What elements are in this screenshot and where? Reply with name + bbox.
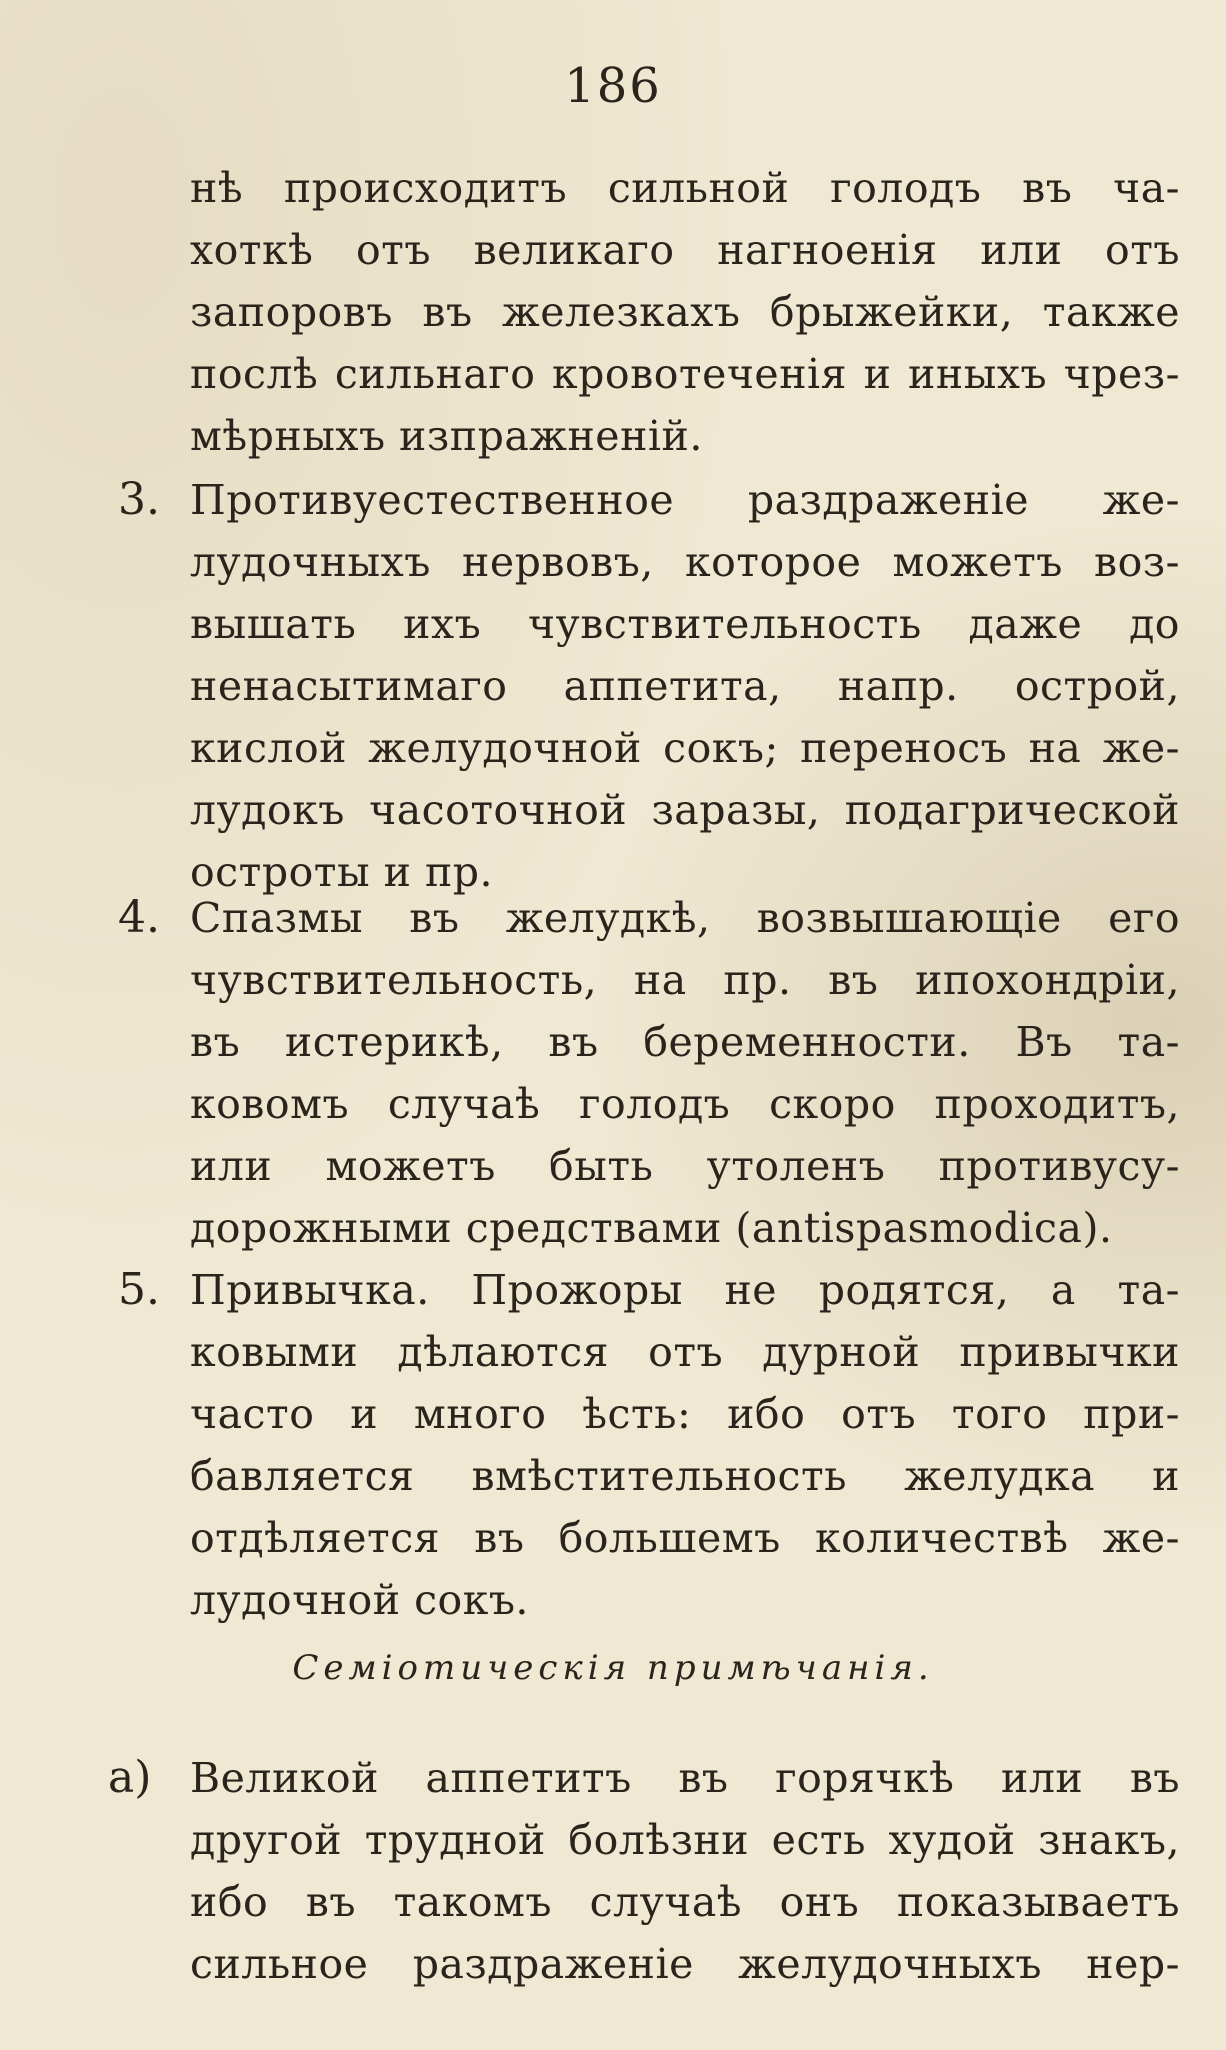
section-heading: Семіотическія примѣчанія. xyxy=(292,1648,934,1688)
text-line: ненасытимаго аппетита, напр. острой, xyxy=(190,662,1180,710)
list-marker: 3. xyxy=(118,474,160,525)
text-line: Привычка. Прожоры не родятся, а та- xyxy=(190,1266,1180,1314)
text-line: ибо въ такомъ случаѣ онъ показываетъ xyxy=(190,1878,1180,1926)
note-marker: a) xyxy=(108,1752,152,1803)
text-line: другой трудной болѣзни есть худой знакъ, xyxy=(190,1816,1180,1864)
text-line: Великой аппетитъ въ горячкѣ или въ xyxy=(190,1754,1180,1802)
text-line: отдѣляется въ большемъ количествѣ же- xyxy=(190,1514,1180,1562)
text-line: лудочной сокъ. xyxy=(190,1576,529,1624)
page-number: 186 xyxy=(564,58,662,114)
list-marker: 5. xyxy=(118,1264,160,1315)
text-line: Спазмы въ желудкѣ, возвышающіе его xyxy=(190,894,1180,942)
text-line: хоткѣ отъ великаго нагноенія или отъ xyxy=(190,226,1180,274)
text-line: лудочныхъ нервовъ, которое можетъ воз- xyxy=(190,538,1180,586)
text-line: ковыми дѣлаются отъ дурной привычки xyxy=(190,1328,1180,1376)
text-line: мѣрныхъ изпражненій. xyxy=(190,412,703,460)
text-line: остроты и пр. xyxy=(190,848,494,896)
text-line: сильное раздраженіе желудочныхъ нер- xyxy=(190,1940,1180,1988)
text-line: бавляется вмѣстительность желудка и xyxy=(190,1452,1180,1500)
text-line: въ истерикѣ, въ беременности. Въ та- xyxy=(190,1018,1180,1066)
text-line: часто и много ѣсть: ибо отъ того при- xyxy=(190,1390,1180,1438)
text-line: кислой желудочной сокъ; переносъ на же- xyxy=(190,724,1180,772)
text-line: Противуестественное раздраженіе же- xyxy=(190,476,1180,524)
text-line: дорожными средствами (antispasmodica). xyxy=(190,1204,1113,1252)
text-line: послѣ сильнаго кровотеченія и иныхъ чрез- xyxy=(190,350,1180,398)
text-line: или можетъ быть утоленъ противусу- xyxy=(190,1142,1180,1190)
text-line: запоровъ въ железкахъ брыжейки, также xyxy=(190,288,1180,336)
text-line: нѣ происходитъ сильной голодъ въ ча- xyxy=(190,164,1180,212)
text-line: лудокъ часоточной заразы, подагрической xyxy=(190,786,1180,834)
text-line: ковомъ случаѣ голодъ скоро проходитъ, xyxy=(190,1080,1180,1128)
list-marker: 4. xyxy=(118,892,160,943)
text-line: вышать ихъ чувствительность даже до xyxy=(190,600,1180,648)
text-line: чувствительность, на пр. въ ипохондріи, xyxy=(190,956,1180,1004)
